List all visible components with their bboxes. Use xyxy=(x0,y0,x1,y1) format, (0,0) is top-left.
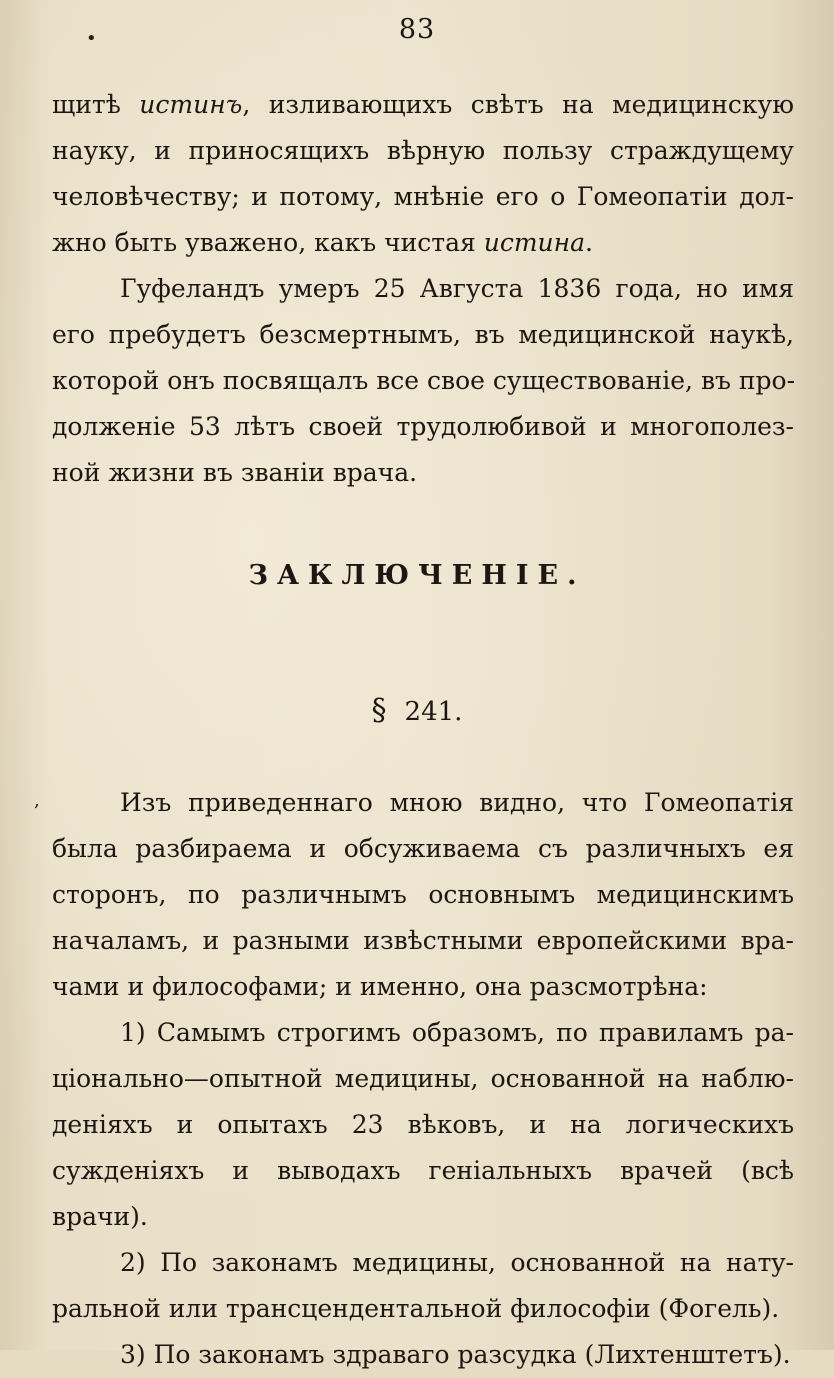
text-line: которой онъ посвящалъ все свое существованіе, въ про- xyxy=(52,366,796,395)
text-line: щитѣ истинъ, изливающихъ свѣтъ на медицинскую xyxy=(52,90,794,119)
list-item-line: ціонально—опытной медицины, основанной на наблю- xyxy=(52,1064,794,1093)
list-item-line: деніяхъ и опытахъ 23 вѣковъ, и на логическихъ xyxy=(52,1110,794,1139)
text-line: Гуфеландъ умеръ 25 Августа 1836 года, но имя xyxy=(120,274,794,303)
text-line: Изъ приведеннаго мною видно, что Гомеопатія xyxy=(120,788,794,817)
section-number-value: 241. xyxy=(404,697,463,727)
text-line: его пребудетъ безсмертнымъ, въ медицинской наукѣ, xyxy=(52,320,794,349)
ink-speck: , xyxy=(34,790,40,811)
text-line: была разбираема и обсуживаема съ различныхъ ея xyxy=(52,834,794,863)
text-line: науку, и приносящихъ вѣрную пользу страждущему xyxy=(52,136,794,165)
text-line: чами и философами; и именно, она разсмотрѣна: xyxy=(52,972,708,1001)
list-item-line: сужденіяхъ и выводахъ геніальныхъ врачей (всѣ xyxy=(52,1156,794,1185)
ink-speck: • xyxy=(86,28,97,49)
list-item-line: врачи). xyxy=(52,1202,148,1231)
text-line: жно быть уважено, какъ чистая истина. xyxy=(52,228,593,257)
text-line: ной жизни въ званіи врача. xyxy=(52,458,418,487)
page-number: 83 xyxy=(398,14,436,45)
section-sign: § xyxy=(371,693,387,728)
list-item-line: 1) Самымъ строгимъ образомъ, по правиламъ ра- xyxy=(120,1018,794,1047)
conclusion-body xyxy=(52,780,794,1378)
text-line: долженіе 53 лѣтъ своей трудолюбивой и многополез- xyxy=(52,412,794,441)
section-number xyxy=(0,693,834,728)
text-line: сторонъ, по различнымъ основнымъ медицинскимъ xyxy=(52,880,794,909)
text-line: началамъ, и разными извѣстными европейскими вра- xyxy=(52,926,794,955)
list-item-line: 3) По законамъ здраваго разсудка (Лихтенштетъ). xyxy=(120,1340,791,1369)
list-item-line: ральной или трансцендентальной философіи (Фогель). xyxy=(52,1294,780,1323)
continuation-paragraph xyxy=(52,82,794,496)
text-line: человѣчеству; и потому, мнѣніе его о Гомеопатіи дол- xyxy=(52,182,794,211)
list-item-line: 2) По законамъ медицины, основанной на натy- xyxy=(120,1248,794,1277)
section-title: ЗАКЛЮЧЕНІЕ. xyxy=(248,560,586,591)
